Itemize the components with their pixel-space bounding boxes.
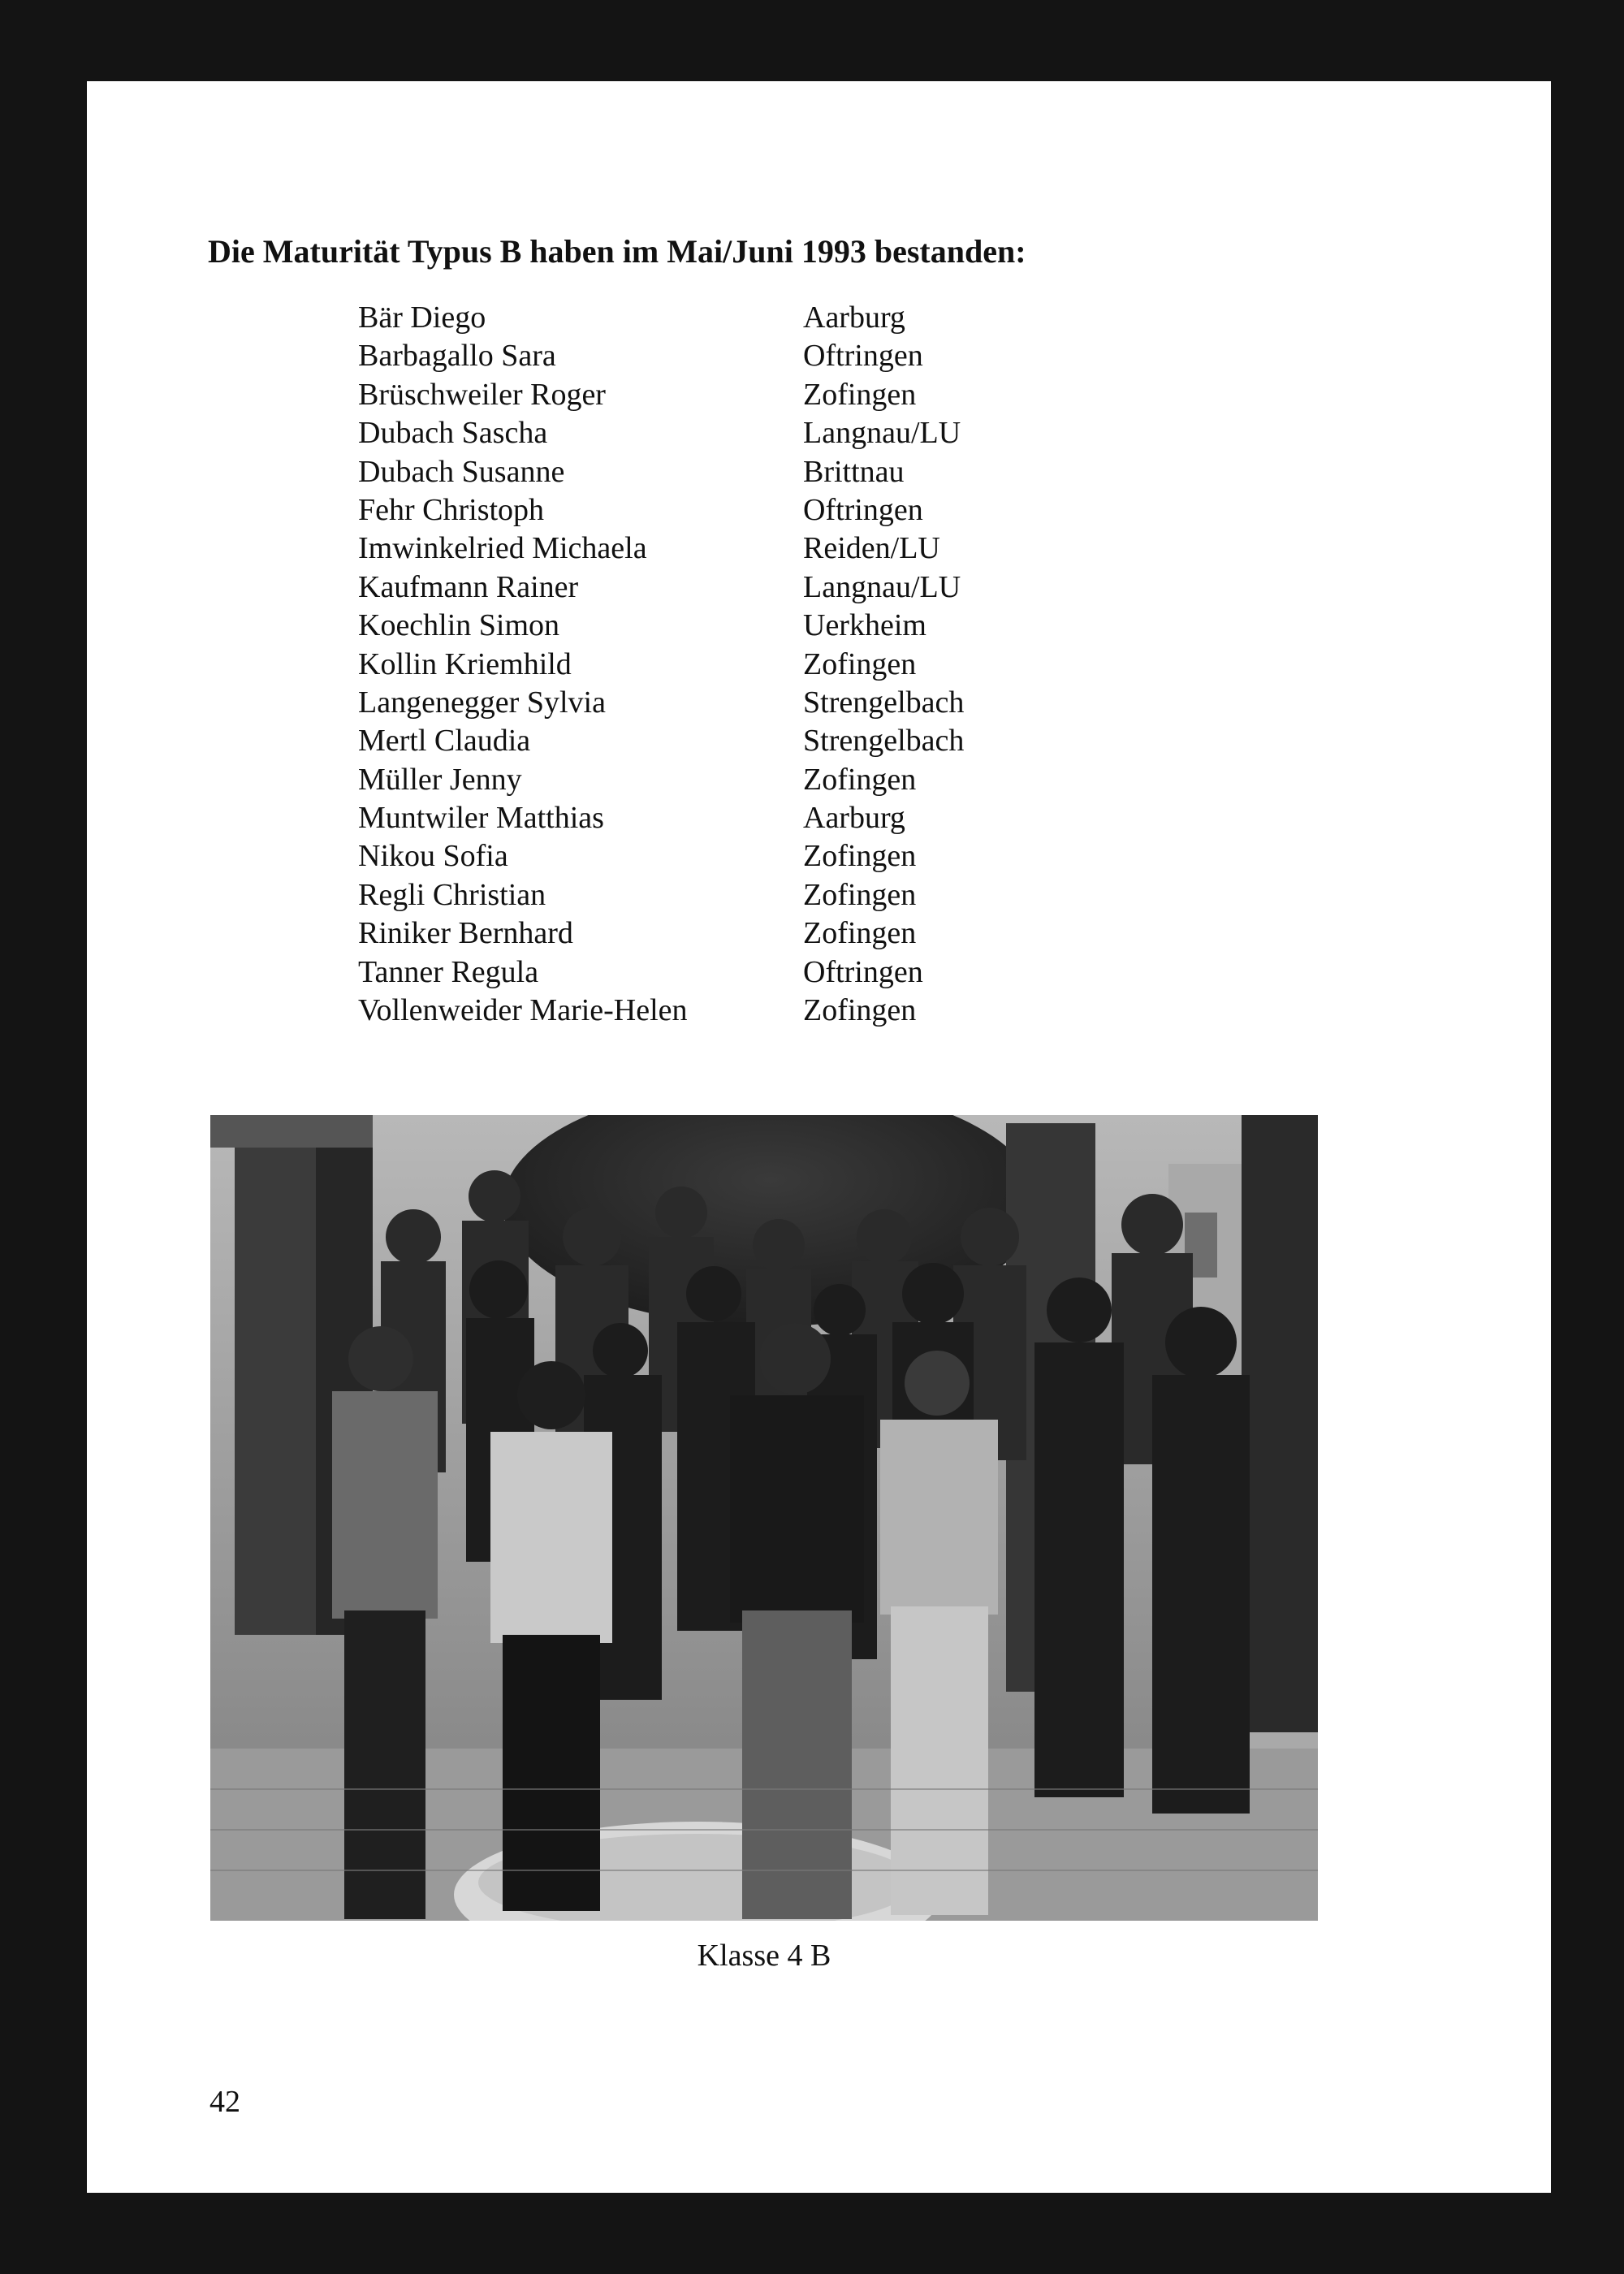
graduate-row [358,376,964,414]
graduate-row [358,876,964,914]
graduate-place: Aarburg [803,300,905,335]
graduate-name: Dubach Susanne [358,454,565,489]
graduate-name: Muntwiler Matthias [358,801,604,836]
graduate-place: Zofingen [803,839,917,874]
graduate-place: Langnau/LU [803,569,961,604]
graduate-name: Kaufmann Rainer [358,569,579,604]
graduate-name: Kollin Kriemhild [358,646,572,681]
class-photo-illustration [210,1115,1318,1921]
graduate-place: Aarburg [803,801,905,836]
class-photo [210,1115,1318,1921]
graduate-row [358,722,964,760]
graduate-place: Oftringen [803,492,923,527]
graduate-row [358,684,964,722]
graduate-row [358,914,964,953]
graduate-row [358,491,964,530]
graduate-row [358,761,964,799]
graduate-place: Langnau/LU [803,416,961,451]
graduate-row [358,453,964,491]
graduate-row [358,799,964,837]
graduate-place: Zofingen [803,877,917,912]
graduate-place: Reiden/LU [803,531,940,566]
graduate-row [358,992,964,1030]
graduate-place: Oftringen [803,339,923,374]
graduate-row [358,299,964,337]
graduate-row [358,530,964,568]
graduate-name: Fehr Christoph [358,492,545,527]
graduate-name: Imwinkelried Michaela [358,531,647,566]
graduate-name: Langenegger Sylvia [358,685,606,720]
graduate-row [358,337,964,375]
graduate-name: Bär Diego [358,300,486,335]
graduate-name: Tanner Regula [358,954,539,989]
graduate-place: Strengelbach [803,724,965,759]
graduate-row [358,837,964,875]
graduate-place: Uerkheim [803,608,926,643]
graduate-name: Vollenweider Marie-Helen [358,993,688,1028]
graduate-place: Zofingen [803,916,917,951]
graduate-name: Regli Christian [358,877,546,912]
page-heading: Die Maturität Typus B haben im Mai/Juni 1993 bestanden: [208,233,1026,270]
photo-caption: Klasse 4 B [697,1939,831,1973]
graduate-name: Brüschweiler Roger [358,377,606,412]
graduate-name: Riniker Bernhard [358,916,573,951]
graduate-row [358,953,964,992]
graduate-name: Barbagallo Sara [358,339,556,374]
graduate-name: Nikou Sofia [358,839,508,874]
graduate-place: Zofingen [803,646,917,681]
graduate-place: Oftringen [803,954,923,989]
graduate-row [358,414,964,452]
page-number: 42 [209,2085,240,2119]
graduate-row [358,568,964,607]
graduate-name: Dubach Sascha [358,416,548,451]
graduate-name: Mertl Claudia [358,724,531,759]
graduate-name: Koechlin Simon [358,608,560,643]
graduate-place: Zofingen [803,993,917,1028]
graduate-place: Brittnau [803,454,905,489]
graduate-place: Zofingen [803,762,917,797]
graduate-row [358,607,964,645]
graduate-row [358,646,964,684]
graduate-list [358,299,964,1030]
graduate-place: Strengelbach [803,685,965,720]
graduate-place: Zofingen [803,377,917,412]
document-page [87,81,1551,2193]
graduate-name: Müller Jenny [358,762,522,797]
